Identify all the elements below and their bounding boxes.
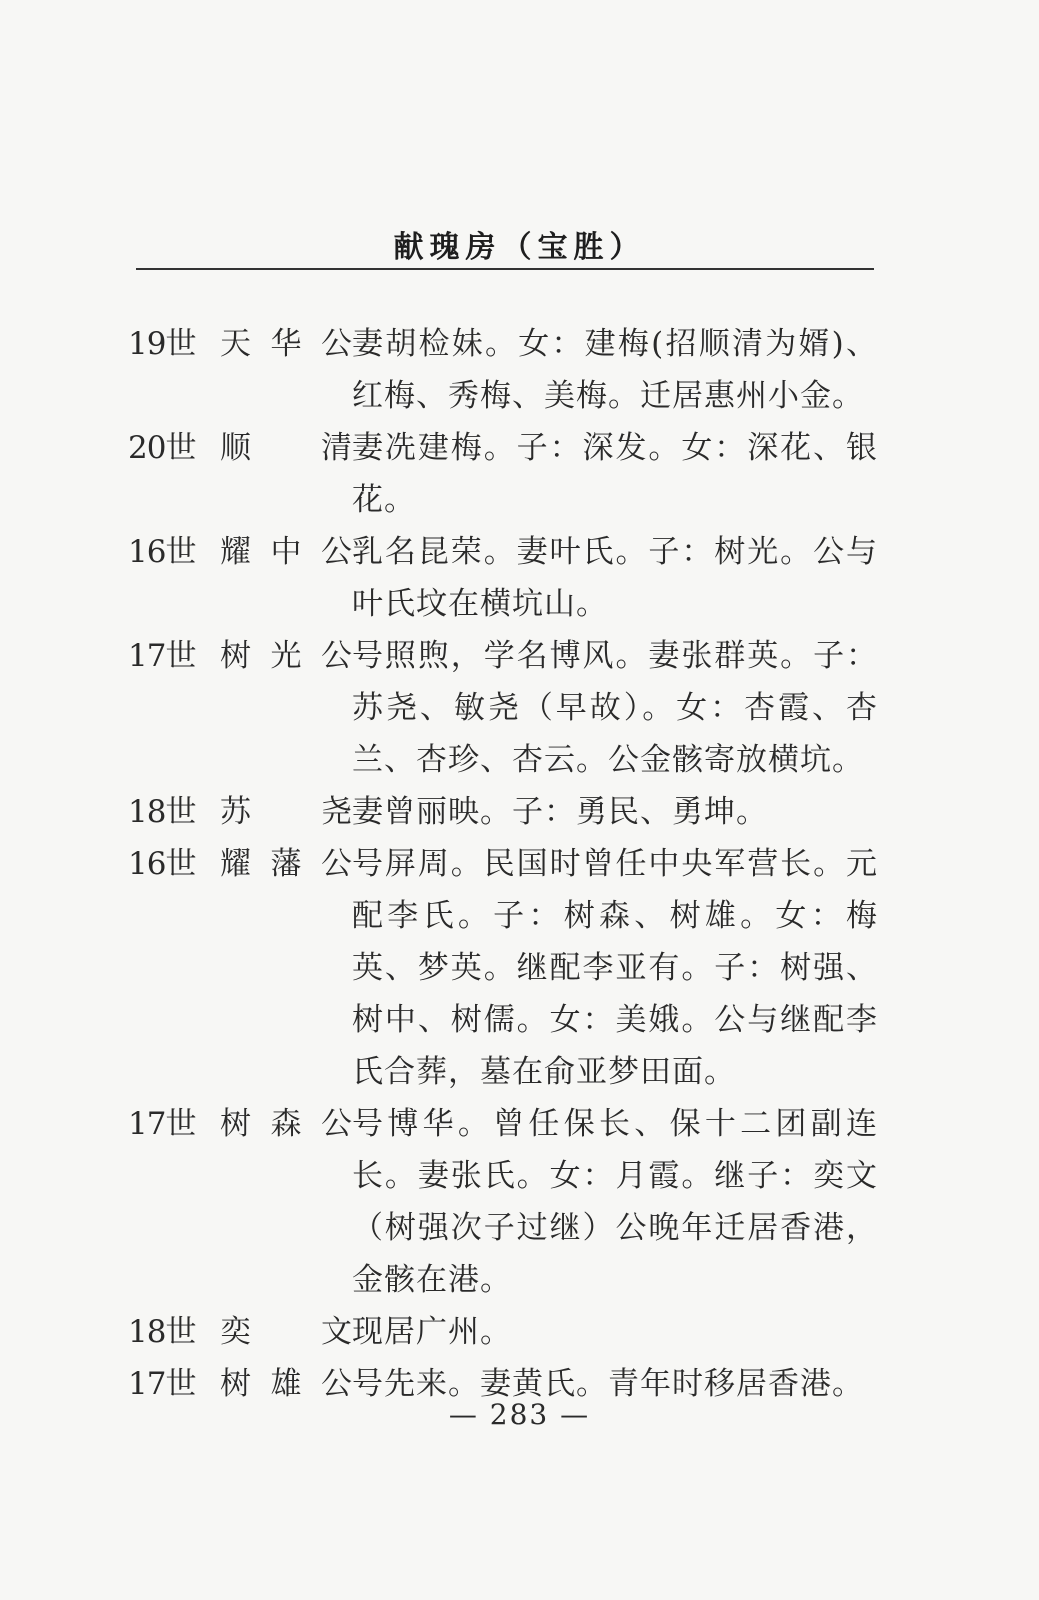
entry-generation: 16世 — [128, 846, 196, 882]
entry-generation: 20世 — [128, 430, 196, 466]
entry-name: 苏 尧 — [220, 794, 352, 830]
entry-generation: 19世 — [128, 326, 196, 362]
entry-description: 现居广州。 — [352, 1314, 512, 1350]
genealogy-entry — [128, 630, 878, 786]
entry-name: 树森公 — [220, 1106, 352, 1142]
entry-description: 号先来。妻黄氏。青年时移居香港。 — [352, 1366, 864, 1402]
entry-description: 号照煦，学名博风。妻张群英。子：苏尧、敏尧（早故）。女：杏霞、杏兰、杏珍、杏云。公金骸寄放横坑。 — [352, 638, 878, 778]
entry-name: 耀藩公 — [220, 846, 352, 882]
entry-generation: 18世 — [128, 794, 196, 830]
genealogy-entry — [128, 318, 878, 422]
entry-description: 号博华。曾任保长、保十二团副连长。妻张氏。女：月霞。继子：奕文（树强次子过继）公晚年迁居香港，金骸在港。 — [352, 1106, 878, 1298]
entry-generation: 17世 — [128, 1366, 196, 1402]
entry-description: 妻胡检妹。女：建梅(招顺清为婿)、红梅、秀梅、美梅。迁居惠州小金。 — [352, 326, 878, 414]
genealogy-entry — [128, 786, 878, 838]
entry-generation: 18世 — [128, 1314, 196, 1350]
header-divider — [136, 268, 874, 270]
page-number: — 283 — — [448, 1398, 591, 1431]
entry-description: 乳名昆荣。妻叶氏。子：树光。公与叶氏坟在横坑山。 — [352, 534, 878, 622]
entry-description: 妻曾丽映。子：勇民、勇坤。 — [352, 794, 768, 830]
entry-name: 树雄公 — [220, 1366, 352, 1402]
entry-name: 耀中公 — [220, 534, 352, 570]
entry-name: 树光公 — [220, 638, 352, 674]
entry-generation: 17世 — [128, 1106, 196, 1142]
genealogy-entry — [128, 422, 878, 526]
genealogy-entry — [128, 838, 878, 1098]
genealogy-entry — [128, 1098, 878, 1306]
entry-description: 号屏周。民国时曾任中央军营长。元配李氏。子：树森、树雄。女：梅英、梦英。继配李亚有。子：树强、树中、树儒。女：美娥。公与继配李氏合葬，墓在俞亚梦田面。 — [352, 846, 878, 1090]
entry-name: 顺 清 — [220, 430, 352, 466]
genealogy-entry — [128, 526, 878, 630]
genealogy-entries — [128, 318, 878, 1410]
entry-generation: 16世 — [128, 534, 196, 570]
entry-description: 妻冼建梅。子：深发。女：深花、银花。 — [352, 430, 878, 518]
genealogy-entry — [128, 1306, 878, 1358]
page-header-title: 献瑰房（宝胜） — [393, 230, 646, 265]
entry-name: 奕 文 — [220, 1314, 352, 1350]
entry-generation: 17世 — [128, 638, 196, 674]
entry-name: 天华公 — [220, 326, 352, 362]
